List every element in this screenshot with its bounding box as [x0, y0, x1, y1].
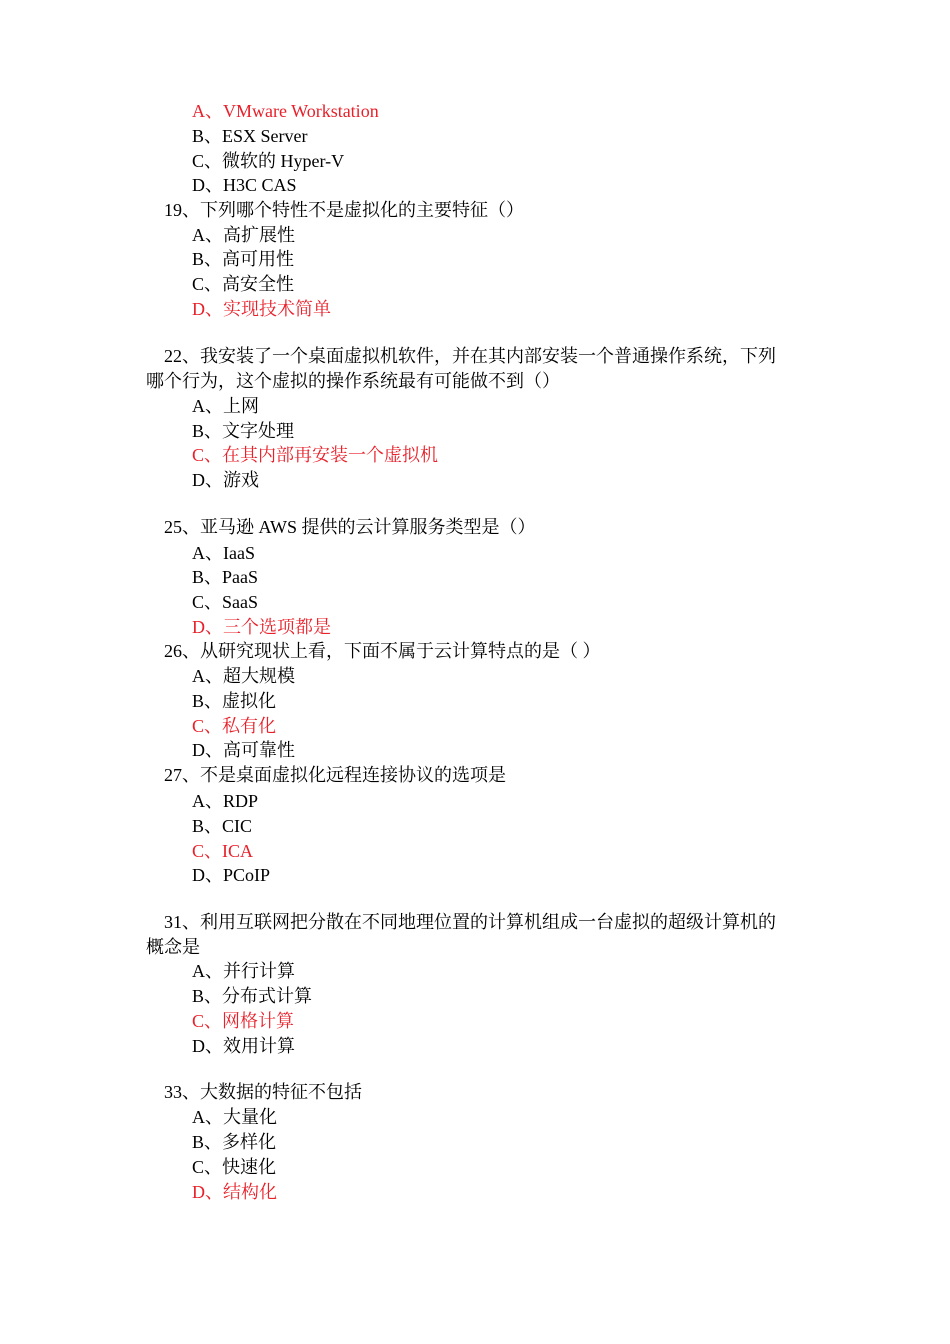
q26-stem: 26、从研究现状上看，下面不属于云计算特点的是（ ）: [164, 641, 601, 661]
q27-option-c-correct: C、ICA: [192, 841, 254, 861]
q27-stem: 27、不是桌面虚拟化远程连接协议的选项是: [164, 765, 506, 785]
q33-option-d-correct: D、结构化: [192, 1182, 277, 1202]
q18-option-d: D、H3C CAS: [192, 175, 297, 195]
q26-option-a: A、超大规模: [192, 666, 295, 686]
q22-stem-line1: 22、我安装了一个桌面虚拟机软件，并在其内部安装一个普通操作系统，下列: [164, 346, 776, 366]
q27-option-b: B、CIC: [192, 816, 253, 836]
q26-option-d: D、高可靠性: [192, 740, 295, 760]
q25-option-b: B、PaaS: [192, 567, 259, 587]
q26-option-b: B、虚拟化: [192, 691, 277, 711]
q33-option-c: C、快速化: [192, 1157, 277, 1177]
q27-option-a: A、RDP: [192, 791, 259, 811]
q31-stem-line2: 概念是: [146, 937, 200, 957]
q18-option-c: C、微软的 Hyper-V: [192, 151, 345, 171]
q22-option-a: A、上网: [192, 396, 259, 416]
q22-option-b: B、文字处理: [192, 421, 295, 441]
q19-option-b: B、高可用性: [192, 249, 295, 269]
q25-stem: 25、亚马逊 AWS 提供的云计算服务类型是（）: [164, 517, 536, 537]
q31-option-b: B、分布式计算: [192, 986, 313, 1006]
q19-option-c: C、高安全性: [192, 274, 295, 294]
q19-stem: 19、下列哪个特性不是虚拟化的主要特征（）: [164, 200, 524, 220]
q19-option-a: A、高扩展性: [192, 225, 295, 245]
q31-option-a: A、并行计算: [192, 961, 295, 981]
q19-option-d-correct: D、实现技术简单: [192, 299, 331, 319]
q25-option-d-correct: D、三个选项都是: [192, 617, 331, 637]
q31-option-c-correct: C、网格计算: [192, 1011, 295, 1031]
q18-option-a-correct: A、VMware Workstation: [192, 101, 379, 121]
q18-option-b: B、ESX Server: [192, 126, 308, 146]
q31-stem-line1: 31、利用互联网把分散在不同地理位置的计算机组成一台虚拟的超级计算机的: [164, 912, 776, 932]
q22-option-d: D、游戏: [192, 470, 259, 490]
q22-stem-line2: 哪个行为，这个虚拟的操作系统最有可能做不到（）: [146, 371, 560, 391]
q25-option-a: A、IaaS: [192, 543, 255, 563]
q33-option-b: B、多样化: [192, 1132, 277, 1152]
q26-option-c-correct: C、私有化: [192, 716, 277, 736]
q27-option-d: D、PCoIP: [192, 865, 271, 885]
q22-option-c-correct: C、在其内部再安装一个虚拟机: [192, 445, 439, 465]
q31-option-d: D、效用计算: [192, 1036, 295, 1056]
q33-option-a: A、大量化: [192, 1107, 277, 1127]
q33-stem: 33、大数据的特征不包括: [164, 1082, 362, 1102]
q25-option-c: C、SaaS: [192, 592, 259, 612]
